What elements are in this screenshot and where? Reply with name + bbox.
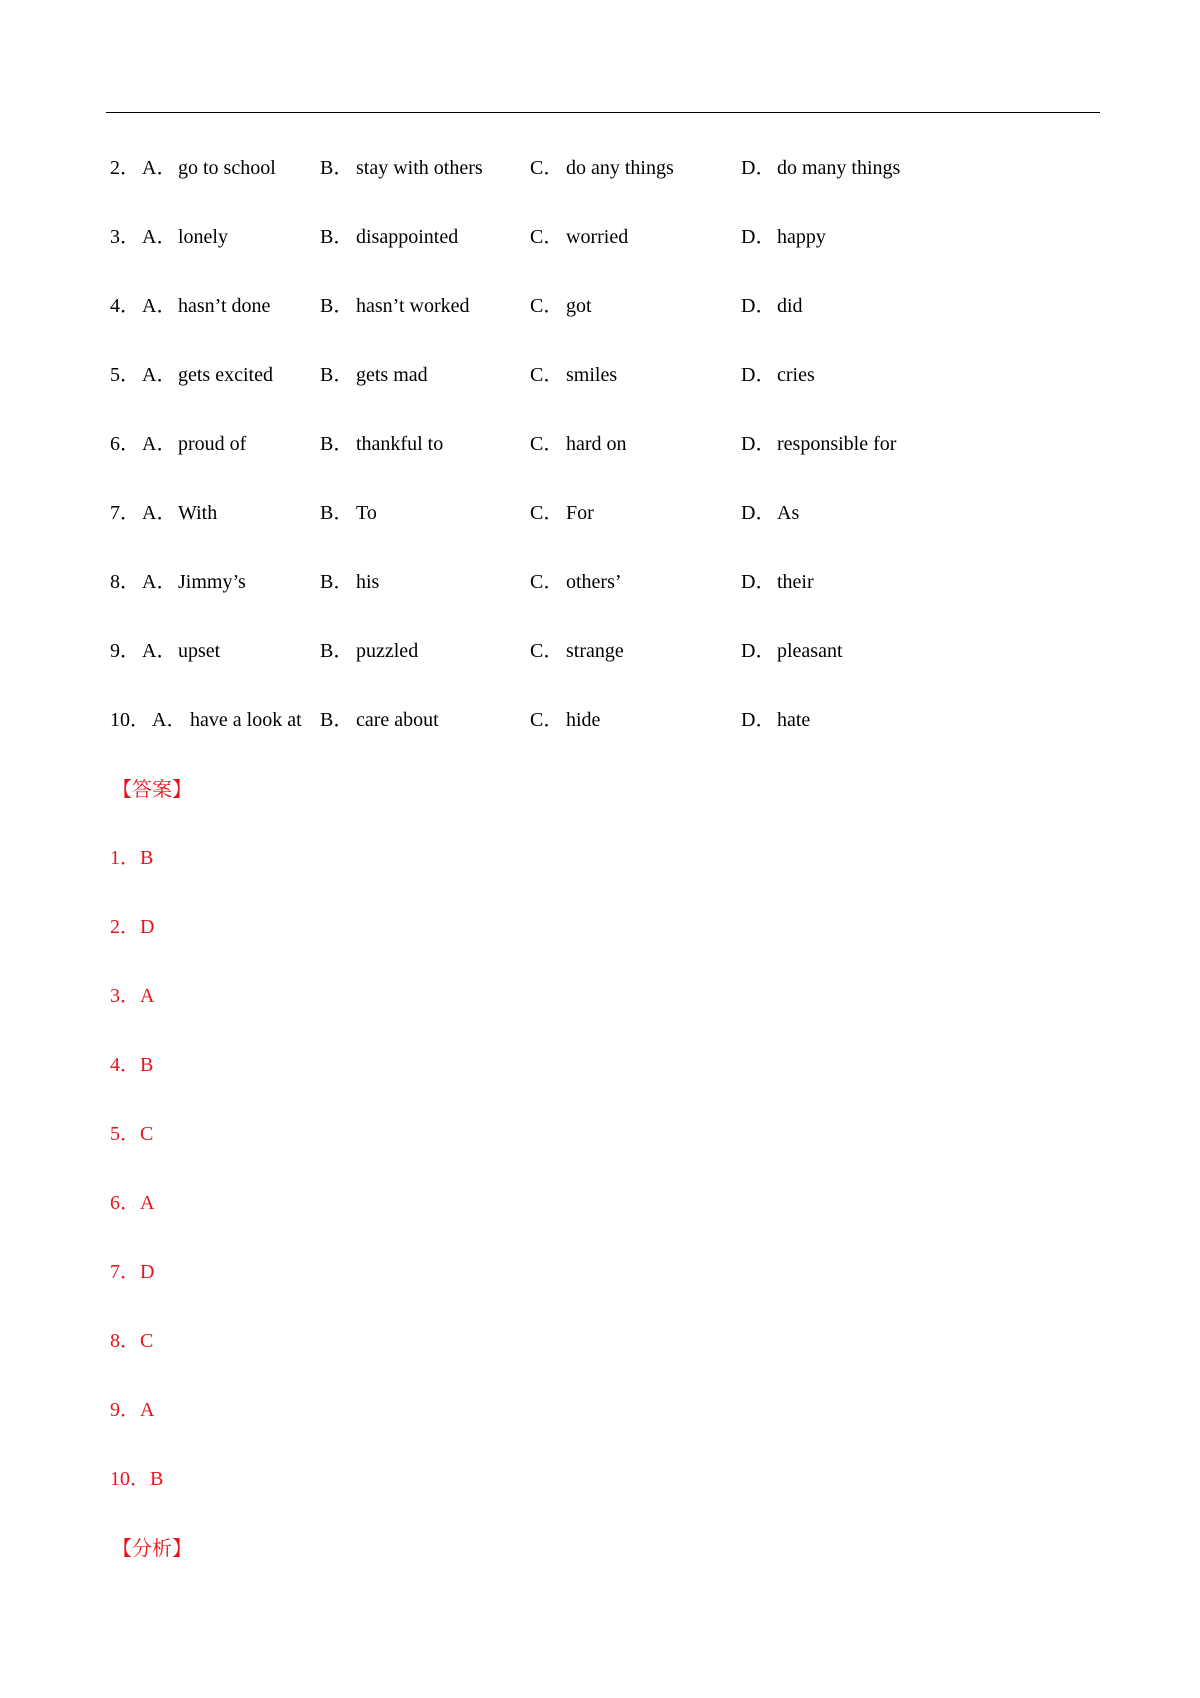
option-b: B． gets mad <box>320 364 428 386</box>
option-c: C． For <box>530 502 594 524</box>
answer-item: 1．B <box>110 847 154 869</box>
answer-item: 7．D <box>110 1261 155 1283</box>
option-d: D． responsible for <box>741 433 897 455</box>
question-number: 7． <box>110 502 140 524</box>
answer-heading: 【答案】 <box>112 777 192 801</box>
question-number: 10． <box>110 709 150 731</box>
answer-item: 3．A <box>110 985 155 1007</box>
answer-item: 2．D <box>110 916 155 938</box>
answer-item: 6．A <box>110 1192 155 1214</box>
option-c: C． hard on <box>530 433 627 455</box>
option-d: D． pleasant <box>741 640 843 662</box>
option-d: D． did <box>741 295 803 317</box>
header-rule <box>106 112 1100 113</box>
answer-item: 10．B <box>110 1468 164 1490</box>
analysis-heading: 【分析】 <box>112 1536 192 1560</box>
option-b: B． his <box>320 571 380 593</box>
option-b: B． puzzled <box>320 640 419 662</box>
question-number: 8． <box>110 571 140 593</box>
option-c: C． worried <box>530 226 629 248</box>
option-a: A． lonely <box>142 226 228 248</box>
question-number: 5． <box>110 364 140 386</box>
option-b: B． disappointed <box>320 226 459 248</box>
question-number: 9． <box>110 640 140 662</box>
question-number: 4． <box>110 295 140 317</box>
option-b: B． care about <box>320 709 439 731</box>
option-a: A． proud of <box>142 433 247 455</box>
answer-item: 4．B <box>110 1054 154 1076</box>
question-number: 2． <box>110 157 140 179</box>
option-d: D． happy <box>741 226 826 248</box>
question-number: 6． <box>110 433 140 455</box>
option-d: D． As <box>741 502 800 524</box>
answer-item: 5．C <box>110 1123 154 1145</box>
option-c: C． strange <box>530 640 624 662</box>
option-b: B． hasn’t worked <box>320 295 470 317</box>
option-c: C． others’ <box>530 571 622 593</box>
answer-item: 8．C <box>110 1330 154 1352</box>
option-a: A． With <box>142 502 218 524</box>
option-d: D． hate <box>741 709 811 731</box>
option-c: C． got <box>530 295 592 317</box>
option-d: D． do many things <box>741 157 901 179</box>
option-c: C． do any things <box>530 157 674 179</box>
option-d: D． their <box>741 571 814 593</box>
option-b: B． stay with others <box>320 157 483 179</box>
option-a: A． have a look at <box>152 709 302 731</box>
question-number: 3． <box>110 226 140 248</box>
option-a: A． gets excited <box>142 364 273 386</box>
option-a: A． hasn’t done <box>142 295 271 317</box>
option-b: B． thankful to <box>320 433 444 455</box>
answer-item: 9．A <box>110 1399 155 1421</box>
option-a: A． Jimmy’s <box>142 571 246 593</box>
option-c: C． hide <box>530 709 601 731</box>
option-c: C． smiles <box>530 364 618 386</box>
option-a: A． upset <box>142 640 221 662</box>
option-b: B． To <box>320 502 377 524</box>
option-d: D． cries <box>741 364 815 386</box>
option-a: A． go to school <box>142 157 276 179</box>
